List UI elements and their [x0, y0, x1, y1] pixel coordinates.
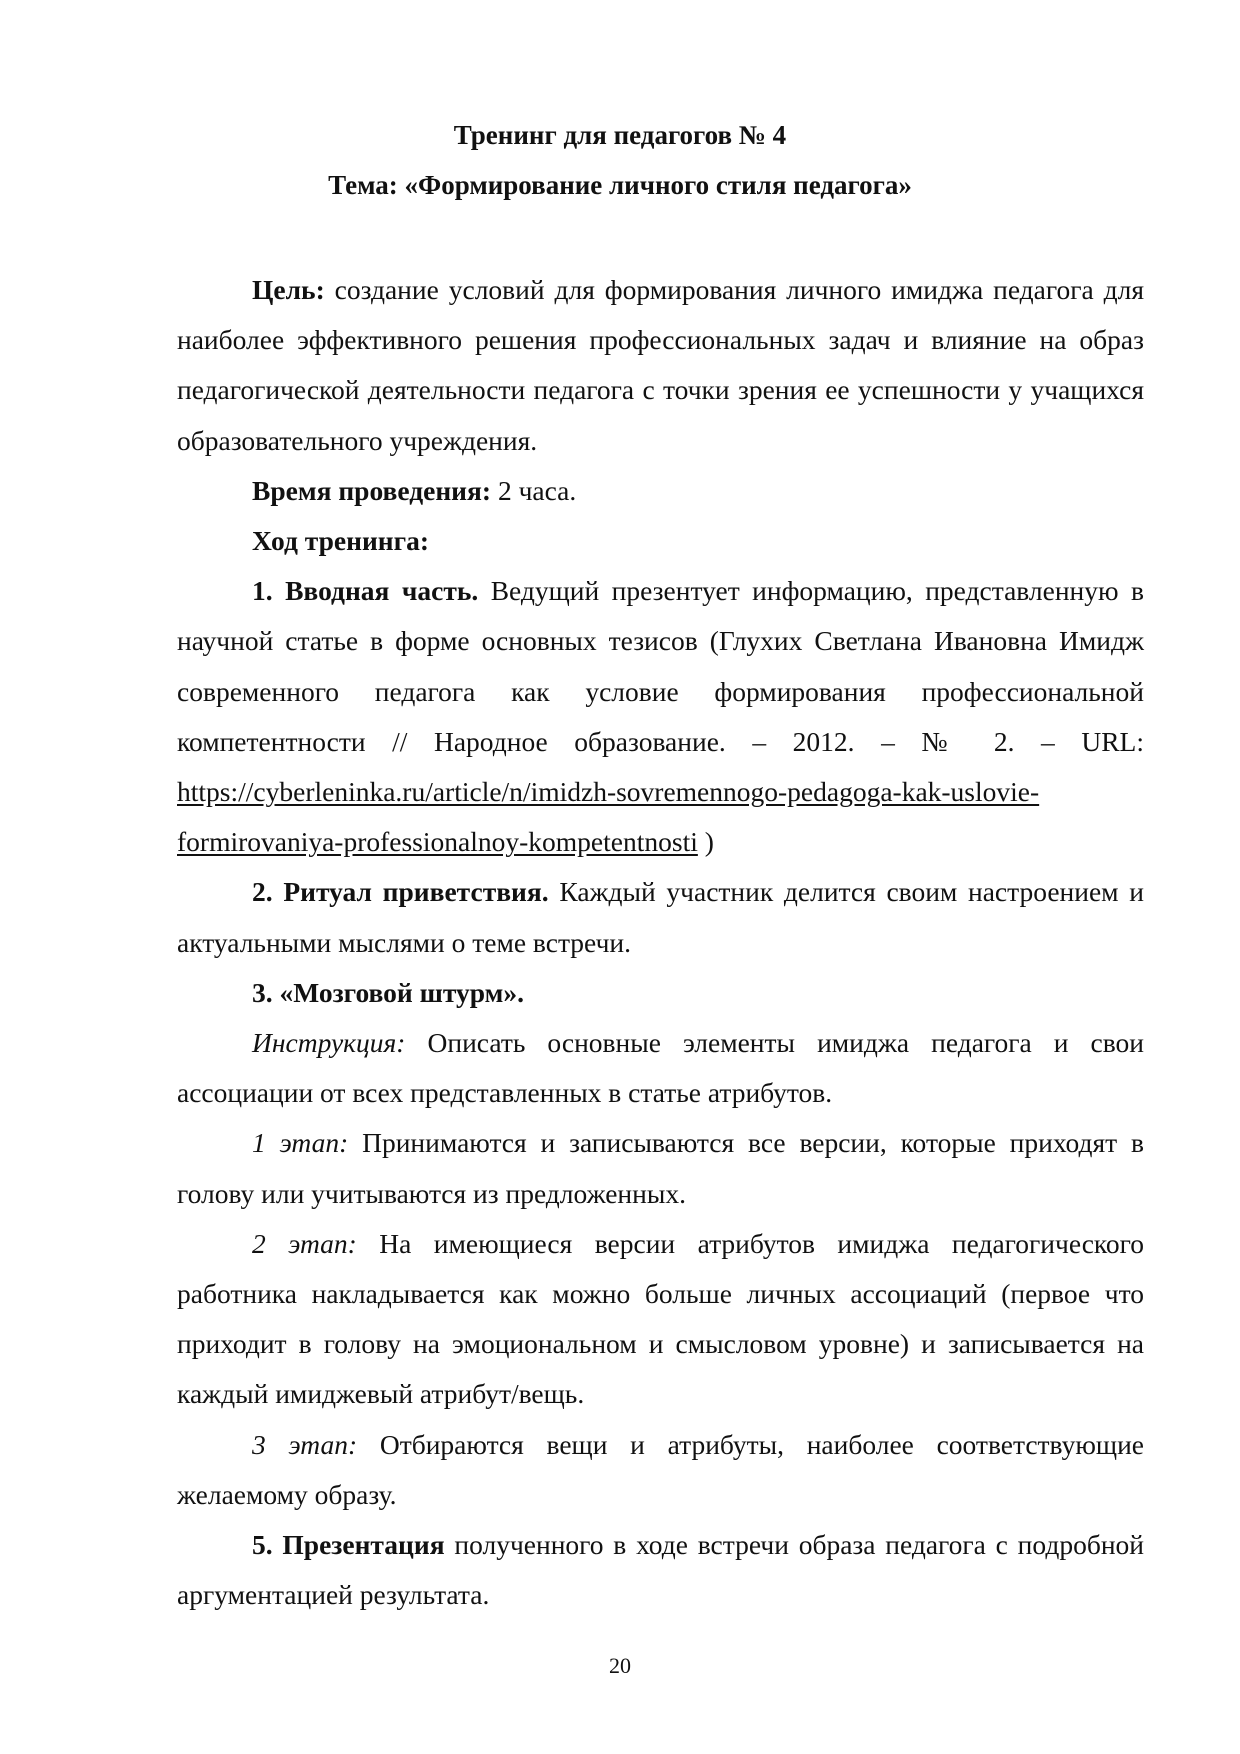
stage-3-label: 3 этап:: [252, 1428, 358, 1460]
section-1-url-paragraph: [177, 767, 1144, 867]
stage-2-label: 2 этап:: [252, 1227, 357, 1259]
progress-heading-label: Ход тренинга:: [252, 525, 430, 557]
duration-paragraph: [177, 466, 1144, 516]
article-url-link-part-2[interactable]: formirovaniya-professionalnoy-kompetentnosti: [177, 826, 698, 858]
stage-2-text: На имеющиеся версии атрибутов имиджа педагогического работника накладывается как можно больше личных ассоциаций (первое что приходит в голову на эмоциональном и смысловом уровне) и записывается на каждый имиджевый атрибут/вещь.: [177, 1227, 1144, 1410]
section-1-closing: ): [697, 826, 714, 858]
duration-label: Время проведения:: [252, 474, 492, 506]
stage-1-label: 1 этап:: [252, 1127, 349, 1159]
article-url-link-part-1[interactable]: https://cyberleninka.ru/article/n/imidzh-sovremennogo-pedagoga-kak-uslovie-: [177, 776, 1040, 808]
section-2-paragraph: [177, 867, 1144, 967]
section-2-text: Каждый участник делится своим настроением и актуальными мыслями о теме встречи.: [177, 876, 1144, 958]
goal-paragraph: [177, 265, 1144, 466]
section-5-paragraph: [177, 1520, 1144, 1620]
progress-heading: [177, 516, 1144, 566]
page-title: Тренинг для педагогов № 4: [453, 120, 787, 150]
document-body: [177, 265, 1144, 1620]
page-number: 20: [609, 1653, 631, 1678]
stage-3-text: Отбираются вещи и атрибуты, наиболее соответствующие желаемому образу.: [177, 1428, 1144, 1510]
section-1-paragraph: [177, 566, 1144, 767]
stage-1-text: Принимаются и записываются все версии, которые приходят в голову или учитываются из предложенных.: [177, 1127, 1144, 1209]
stage-2-paragraph: [177, 1219, 1144, 1420]
stage-1-paragraph: [177, 1118, 1144, 1218]
instruction-label: Инструкция:: [252, 1027, 406, 1059]
goal-text: создание условий для формирования личного имиджа педагога для наиболее эффективного решения профессиональных задач и влияние на образ педагогической деятельности педагога с точки зрения ее успешности у учащихся образовательного учреждения.: [177, 274, 1144, 456]
page-subtitle: Тема: «Формирование личного стиля педагога»: [328, 170, 912, 200]
section-3-heading: [177, 968, 1144, 1018]
section-5-label: 5. Презентация: [252, 1529, 445, 1561]
instruction-text: Описать основные элементы имиджа педагога и свои ассоциации от всех представленных в статье атрибутов.: [177, 1027, 1144, 1109]
section-5-text: полученного в ходе встречи образа педагога с подробной аргументацией результата.: [177, 1529, 1144, 1611]
section-3-label: 3. «Мозговой штурм».: [252, 976, 524, 1008]
duration-text: 2 часа.: [491, 474, 577, 506]
section-2-label: 2. Ритуал приветствия.: [252, 876, 549, 908]
stage-3-paragraph: [177, 1420, 1144, 1520]
section-1-label: 1. Вводная часть.: [252, 575, 479, 607]
section-1-text: Ведущий презентует информацию, представленную в научной статье в форме основных тезисов (Глухих Светлана Ивановна Имидж современного педагога как условие формирования профессиональной компетентности // Народное образование. – 2012. – № 2. – URL:: [177, 575, 1144, 757]
goal-label: Цель:: [252, 274, 325, 305]
instruction-paragraph: [177, 1018, 1144, 1118]
